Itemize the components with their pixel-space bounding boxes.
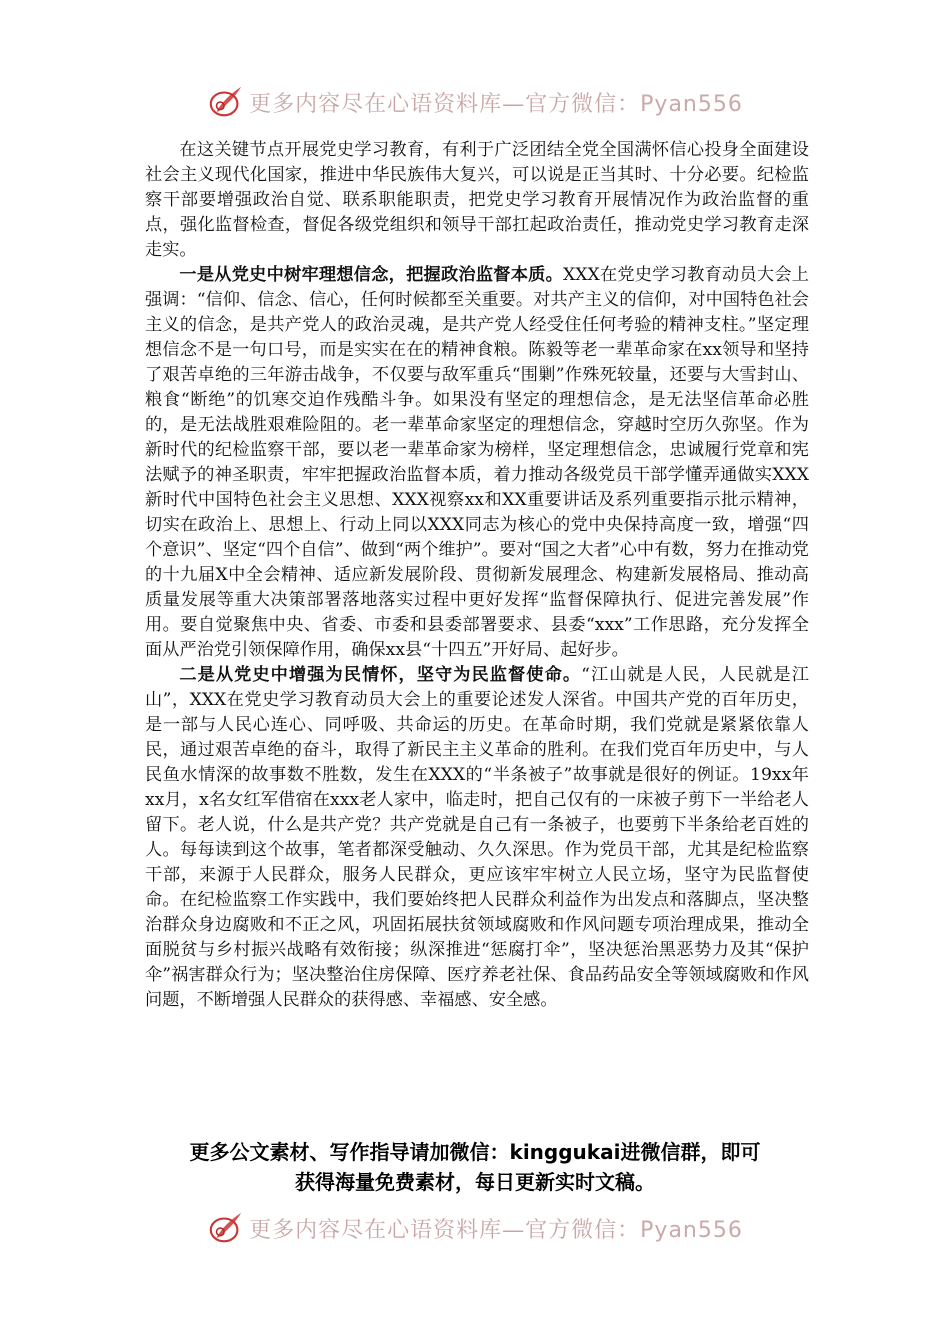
paragraph-section-one: 一是从党史中树牢理想信念，把握政治监督本质。XXX在党史学习教育动员大会上强调：“信仰、信念、信心，任何时候都至关重要。对共产主义的信仰，对中国特色社会主义的信念，是共产党人的政治灵魂，是共产党人经受住任何考验的精神支柱。”坚定理想信念不是一句口号，而是实实在在的精神食粮。陈毅等老一辈革命家在xx领导和坚持了艰苦卓绝的三年游击战争，不仅要与敌军重兵“围剿”作殊死较量，还要与大雪封山、粮食“断绝”的饥寒交迫作残酷斗争。如果没有坚定的理想信念，是无法坚信革命必胜的，是无法战胜艰难险阻的。老一辈革命家坚定的理想信念，穿越时空历久弥坚。作为新时代的纪检监察干部，要以老一辈革命家为榜样，坚定理想信念，忠诚履行党章和宪法赋予的神圣职责，牢牢把握政治监督本质，着力推动各级党员干部学懂弄通做实XXX新时代中国特色社会主义思想、XXX视察xx和XX重要讲话及系列重要指示批示精神，切实在政治上、思想上、行动上同以XXX同志为核心的党中央保持高度一致，增强“四个意识”、坚定“四个自信”、做到“两个维护”。要对“国之大者”心中有数，努力在推动党的十九届X中全会精神、适应新发展阶段、贯彻新发展理念、构建新发展格局、推动高质量发展等重大决策部署落地落实过程中更好发挥“监督保障执行、促进完善发展”作用。要自觉聚焦中央、省委、市委和县委部署要求、县委“xxx”工作思路，充分发挥全面从严治党引领保障作用，确保xx县“十四五”开好局、起好步。: [145, 265, 809, 660]
promo-line-2: 获得海量免费素材，每日更新实时文稿。: [295, 1170, 655, 1194]
watermark-text: 更多内容尽在心语资料库—官方微信：Pyan556: [249, 1217, 743, 1243]
section-two-heading: 二是从党史中增强为民情怀，坚守为民监督使命。: [179, 665, 582, 685]
promo-line-1: 更多公文素材、写作指导请加微信：kinggukai进微信群，即可: [189, 1140, 761, 1164]
document-body: [145, 138, 809, 1013]
quill-logo-icon: [207, 1209, 245, 1247]
promo-notice: [120, 1137, 830, 1197]
paragraph-intro: 在这关键节点开展党史学习教育，有利于广泛团结全党全国满怀信心投身全面建设社会主义现代化国家，推进中华民族伟大复兴，可以说是正当其时、十分必要。纪检监察干部要增强政治自觉、联系职能职责，把党史学习教育开展情况作为政治监督的重点，强化监督检查，督促各级党组织和领导干部扛起政治责任，推动党史学习教育走深走实。: [145, 140, 809, 260]
footer-watermark: [0, 1208, 950, 1248]
header-watermark: [0, 82, 950, 122]
watermark-text: 更多内容尽在心语资料库—官方微信：Pyan556: [249, 91, 743, 117]
quill-logo-icon: [207, 83, 245, 121]
section-one-heading: 一是从党史中树牢理想信念，把握政治监督本质。: [179, 265, 564, 285]
paragraph-section-two: 二是从党史中增强为民情怀，坚守为民监督使命。“江山就是人民，人民就是江山”，XXX在党史学习教育动员大会上的重要论述发人深省。中国共产党的百年历史，是一部与人民心连心、同呼吸、共命运的历史。在革命时期，我们党就是紧紧依靠人民，通过艰苦卓绝的奋斗，取得了新民主主义革命的胜利。在我们党百年历史中，与人民鱼水情深的故事数不胜数，发生在XXX的“半条被子”故事就是很好的例证。19xx年xx月，x名女红军借宿在xxx老人家中，临走时，把自己仅有的一床被子剪下一半给老人留下。老人说，什么是共产党？共产党就是自己有一条被子，也要剪下半条给老百姓的人。每每读到这个故事，笔者都深受触动、久久深思。作为党员干部，尤其是纪检监察干部，来源于人民群众，服务人民群众，更应该牢牢树立人民立场，坚守为民监督使命。在纪检监察工作实践中，我们要始终把人民群众利益作为出发点和落脚点，坚决整治群众身边腐败和不正之风，巩固拓展扶贫领域腐败和作风问题专项治理成果，推动全面脱贫与乡村振兴战略有效衔接；纵深推进“惩腐打伞”，坚决惩治黑恶势力及其“保护伞”祸害群众行为；坚决整治住房保障、医疗养老社保、食品药品安全等领域腐败和作风问题，不断增强人民群众的获得感、幸福感、安全感。: [145, 665, 809, 1010]
